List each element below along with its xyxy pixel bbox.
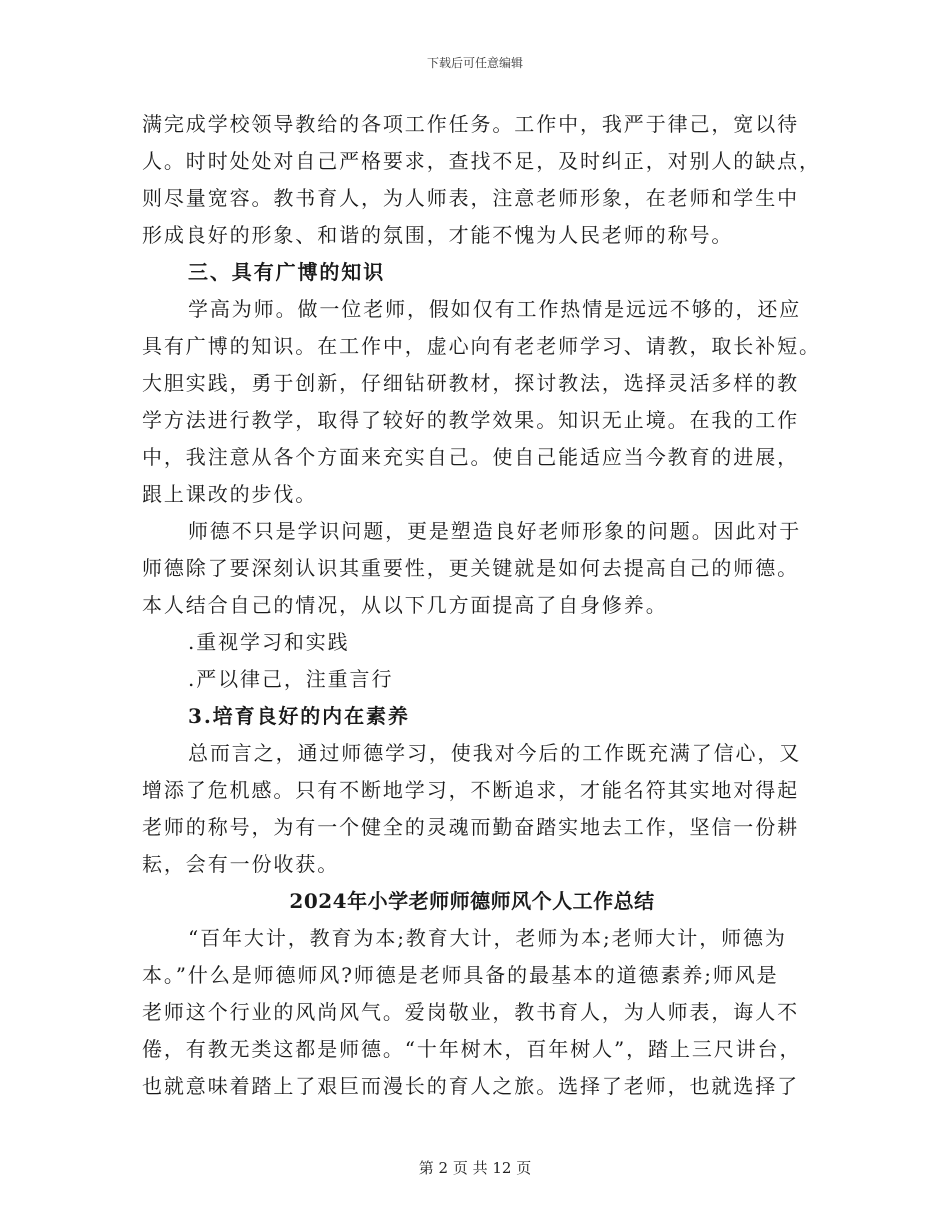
body-line: 形成良好的形象、和谐的氛围，才能不愧为人民老师的称号。: [142, 223, 734, 247]
body-line: 增添了危机感。只有不断地学习，不断追求，才能名符其实地对得起: [142, 778, 799, 802]
header-note: 下载后可任意编辑: [426, 56, 523, 70]
body-line: 中，我注意从各个方面来充实自己。使自己能适应当今教育的进展，: [142, 445, 799, 469]
body-line: 人。时时处处对自己严格要求，查找不足，及时纠正，对别人的缺点，: [142, 149, 821, 173]
body-line: 满完成学校领导教给的各项工作任务。工作中，我严于律己，宽以待: [142, 112, 799, 136]
list-item: .重视学习和实践: [188, 630, 350, 654]
document-body: [142, 106, 821, 1105]
body-line: 跟上课改的步伐。: [142, 482, 318, 506]
body-line: 学方法进行教学，取得了较好的教学效果。知识无止境。在我的工作: [142, 408, 799, 432]
list-item: .严以律己，注重言行: [188, 667, 394, 691]
body-line: 本人结合自己的情况，从以下几方面提高了自身修养。: [142, 593, 668, 617]
body-line: 学高为师。做一位老师，假如仅有工作热情是远远不够的，还应: [188, 297, 802, 321]
body-line: 师德不只是学识问题，更是塑造良好老师形象的问题。因此对于: [188, 519, 802, 543]
section-heading: 3.培育良好的内在素养: [188, 704, 410, 728]
page-footer: 第 2 页 共 12 页: [418, 1159, 532, 1177]
body-line: 师德除了要深刻认识其重要性，更关键就是如何去提高自己的师德。: [142, 556, 799, 580]
body-line: 总而言之，通过师德学习，使我对今后的工作既充满了信心，又: [188, 741, 802, 765]
body-line: 则尽量宽容。教书育人，为人师表，注意老师形象，在老师和学生中: [142, 186, 799, 210]
body-line: 具有广博的知识。在工作中，虚心向有老老师学习、请教，取长补短。: [142, 334, 821, 358]
document-title: 2024年小学老师师德师风个人工作总结: [289, 889, 655, 913]
body-line: 老师这个行业的风尚风气。爱岗敬业，教书育人，为人师表，诲人不: [142, 1000, 799, 1024]
body-line: 大胆实践，勇于创新，仔细钻研教材，探讨教法，选择灵活多样的教: [142, 371, 799, 395]
body-line: “百年大计，教育为本;教育大计，老师为本;老师大计，师德为: [188, 926, 787, 950]
body-line: 也就意味着踏上了艰巨而漫长的育人之旅。选择了老师，也就选择了: [142, 1074, 799, 1098]
section-heading: 三、具有广博的知识: [188, 260, 386, 284]
body-line: 老师的称号，为有一个健全的灵魂而勤奋踏实地去工作，坚信一份耕: [142, 815, 799, 839]
body-line: 倦，有教无类这都是师德。“十年树木，百年树人”，踏上三尺讲台，: [142, 1037, 802, 1061]
body-line: 本。”什么是师德师风?师德是老师具备的最基本的道德素养;师风是: [142, 963, 779, 987]
body-line: 耘，会有一份收获。: [142, 852, 340, 876]
